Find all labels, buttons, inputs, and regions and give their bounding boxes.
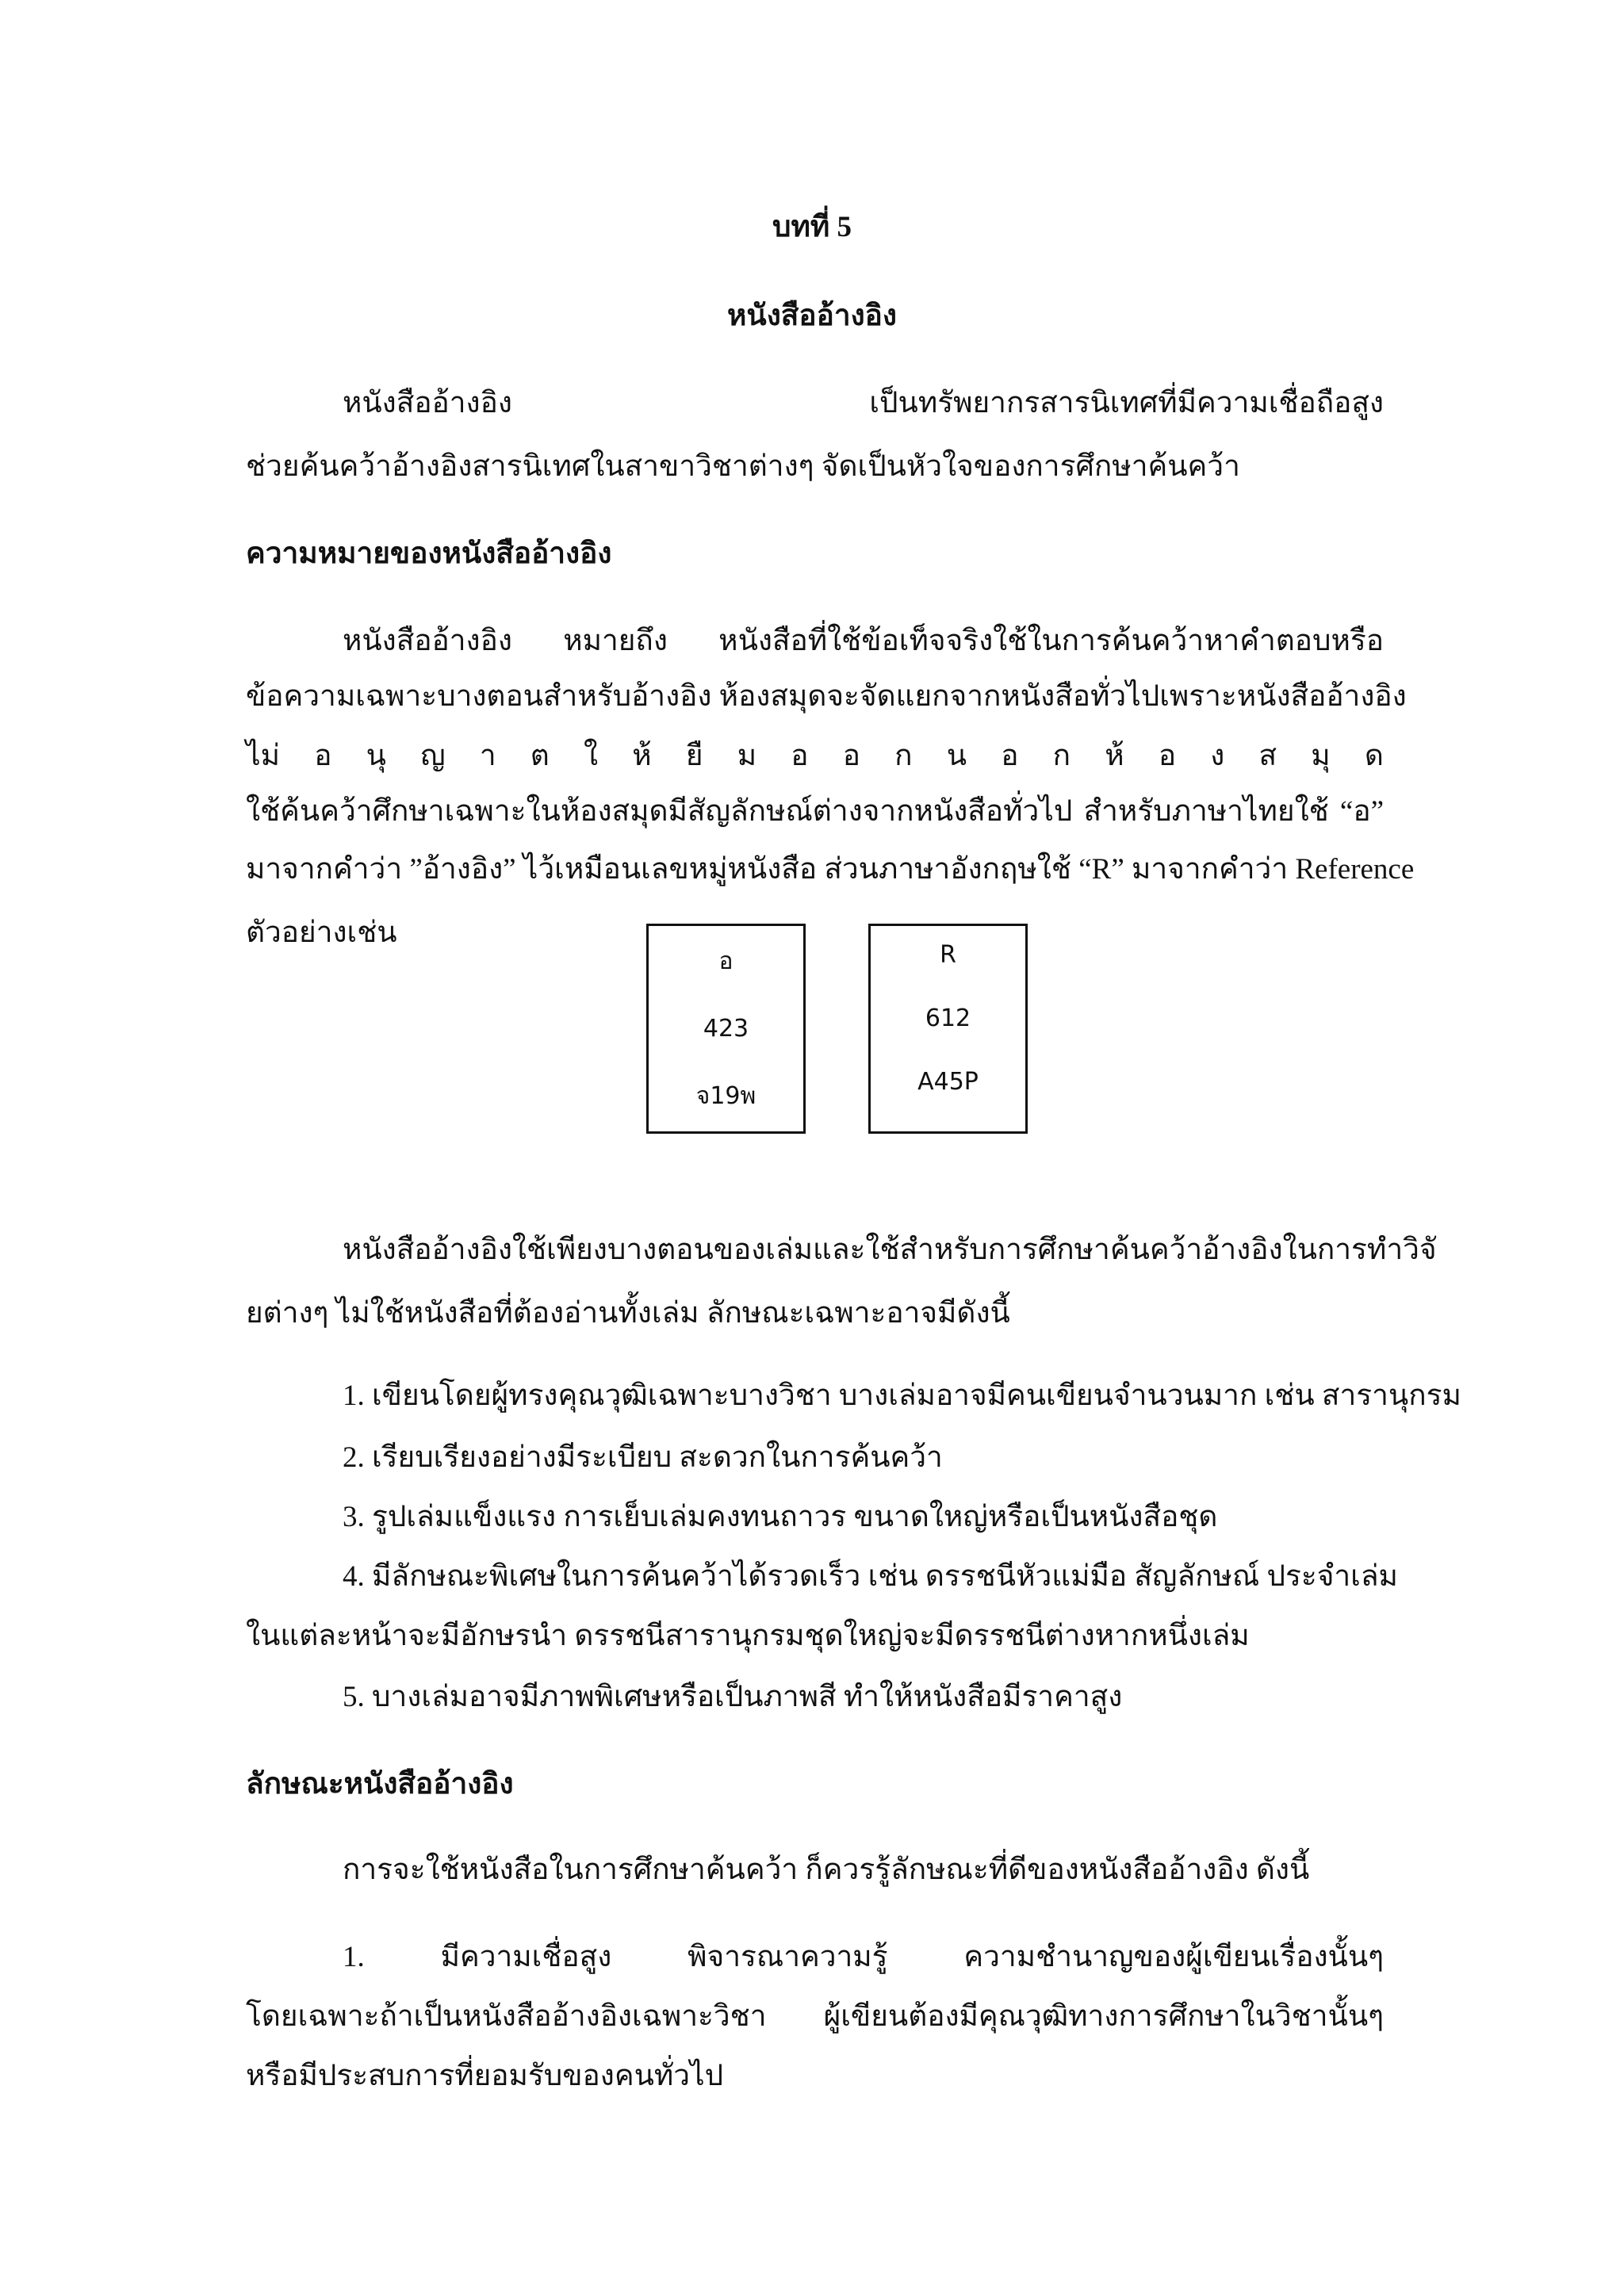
spread-syllable: อ	[314, 740, 332, 772]
intro-line-1: หนังสืออ้างอิง เป็นทรัพยากรสารนิเทศที่มีความเชื่อถือสูง	[343, 387, 1384, 419]
meaning-line-1: หนังสืออ้างอิง หมายถึง หนังสือที่ใช้ข้อเท็จจริงใช้ในการค้นคว้าหาคำตอบหรือ	[343, 625, 1384, 657]
intro-line-2: ช่วยค้นคว้าอ้างอิงสารนิเทศในสาขาวิชาต่างๆ จัดเป็นหัวใจของการศึกษาค้นคว้า	[246, 450, 1240, 483]
call-number-line: 612	[925, 1004, 971, 1032]
meaning-line-5: มาจากคำว่า ”อ้างอิง” ไว้เหมือนเลขหมู่หนังสือ ส่วนภาษาอังกฤษใช้ “R” มาจากคำว่า Reference	[246, 853, 1415, 886]
chapter-number: บทที่ 5	[772, 211, 852, 243]
call-number-line: 423	[703, 1015, 749, 1043]
spread-syllable: มุ	[1311, 740, 1331, 772]
usage-item-3: 3. รูปเล่มแข็งแรง การเย็บเล่มคงทนถาวร ขนาดใหญ่หรือเป็นหนังสือชุด	[343, 1501, 1218, 1533]
call-number-line: อ	[718, 947, 733, 975]
spread-syllable: ต	[530, 740, 550, 772]
call-number-box-thai	[646, 924, 806, 1134]
spread-syllable: น	[946, 740, 967, 772]
meaning-line-6: ตัวอย่างเช่น	[246, 916, 397, 949]
meaning-line-3-spread	[246, 741, 1384, 771]
spread-syllable: อ	[1158, 740, 1177, 772]
spread-syllable: ด	[1364, 740, 1384, 772]
call-number-box-english	[868, 924, 1028, 1134]
spread-syllable: ยื	[685, 740, 703, 772]
usage-item-2: 2. เรียบเรียงอย่างมีระเบียบ สะดวกในการค้นคว้า	[343, 1441, 943, 1474]
usage-item-5: 5. บางเล่มอาจมีภาพพิเศษหรือเป็นภาพสี ทำให้หนังสือมีราคาสูง	[343, 1681, 1123, 1713]
spread-syllable: ไม่	[246, 740, 280, 772]
section-heading-meaning: ความหมายของหนังสืออ้างอิง	[246, 538, 612, 570]
usage-item-4: 4. มีลักษณะพิเศษในการค้นคว้าได้รวดเร็ว เช่น ดรรชนีหัวแม่มือ สัญลักษณ์ ประจำเล่ม	[343, 1560, 1398, 1593]
characteristics-line-1: การจะใช้หนังสือในการศึกษาค้นคว้า ก็ควรรู้ลักษณะที่ดีของหนังสืออ้างอิง ดังนี้	[343, 1854, 1310, 1886]
spread-syllable: อ	[791, 740, 809, 772]
section-heading-characteristics: ลักษณะหนังสืออ้างอิง	[246, 1768, 514, 1800]
characteristics-line-3: โดยเฉพาะถ้าเป็นหนังสืออ้างอิงเฉพาะวิชา ผู้เขียนต้องมีคุณวุฒิทางการศึกษาในวิชานั้นๆ	[246, 2000, 1384, 2033]
spread-syllable: ใ	[584, 740, 599, 772]
chapter-title: หนังสืออ้างอิง	[727, 300, 897, 332]
spread-syllable: ง	[1210, 740, 1225, 772]
spread-syllable: นุ	[366, 740, 386, 772]
usage-line-2: ยต่างๆ ไม่ใช้หนังสือที่ต้องอ่านทั้งเล่ม ลักษณะเฉพาะอาจมีดังนี้	[246, 1297, 1010, 1330]
call-number-line: A45P	[917, 1068, 979, 1096]
spread-syllable: อ	[1001, 740, 1019, 772]
usage-item-1: 1. เขียนโดยผู้ทรงคุณวุฒิเฉพาะบางวิชา บางเล่มอาจมีคนเขียนจำนวนมาก เช่น สารานุกรม	[343, 1380, 1461, 1412]
spread-syllable: า	[479, 740, 496, 772]
spread-syllable: ญ	[420, 740, 446, 772]
spread-syllable: ก	[1052, 740, 1071, 772]
spread-syllable: ห้	[1105, 740, 1124, 772]
spread-syllable: ม	[737, 740, 757, 772]
usage-item-4-cont: ในแต่ละหน้าจะมีอักษรนำ ดรรชนีสารานุกรมชุดใหญ่จะมีดรรชนีต่างหากหนึ่งเล่ม	[246, 1620, 1250, 1652]
spread-syllable: ส	[1258, 740, 1277, 772]
characteristics-line-2: 1. มีความเชื่อสูง พิจารณาความรู้ ความชำนาญของผู้เขียนเรื่องนั้นๆ	[343, 1941, 1384, 1973]
meaning-line-4: ใช้ค้นคว้าศึกษาเฉพาะในห้องสมุดมีสัญลักษณ์ต่างจากหนังสือทั่วไป สำหรับภาษาไทยใช้ “อ”	[246, 795, 1384, 828]
spread-syllable: อ	[842, 740, 860, 772]
spread-syllable: ก	[894, 740, 913, 772]
characteristics-line-4: หรือมีประสบการที่ยอมรับของคนทั่วไป	[246, 2060, 724, 2092]
meaning-line-2: ข้อความเฉพาะบางตอนสำหรับอ้างอิง ห้องสมุดจะจัดแยกจากหนังสือทั่วไปเพราะหนังสืออ้างอิง	[246, 680, 1407, 713]
call-number-line: จ19พ	[695, 1082, 756, 1110]
spread-syllable: ห้	[632, 740, 652, 772]
usage-line-1: หนังสืออ้างอิงใช้เพียงบางตอนของเล่มและใช้สำหรับการศึกษาค้นคว้าอ้างอิงในการทำวิจั	[343, 1234, 1437, 1266]
call-number-line: R	[940, 941, 956, 969]
